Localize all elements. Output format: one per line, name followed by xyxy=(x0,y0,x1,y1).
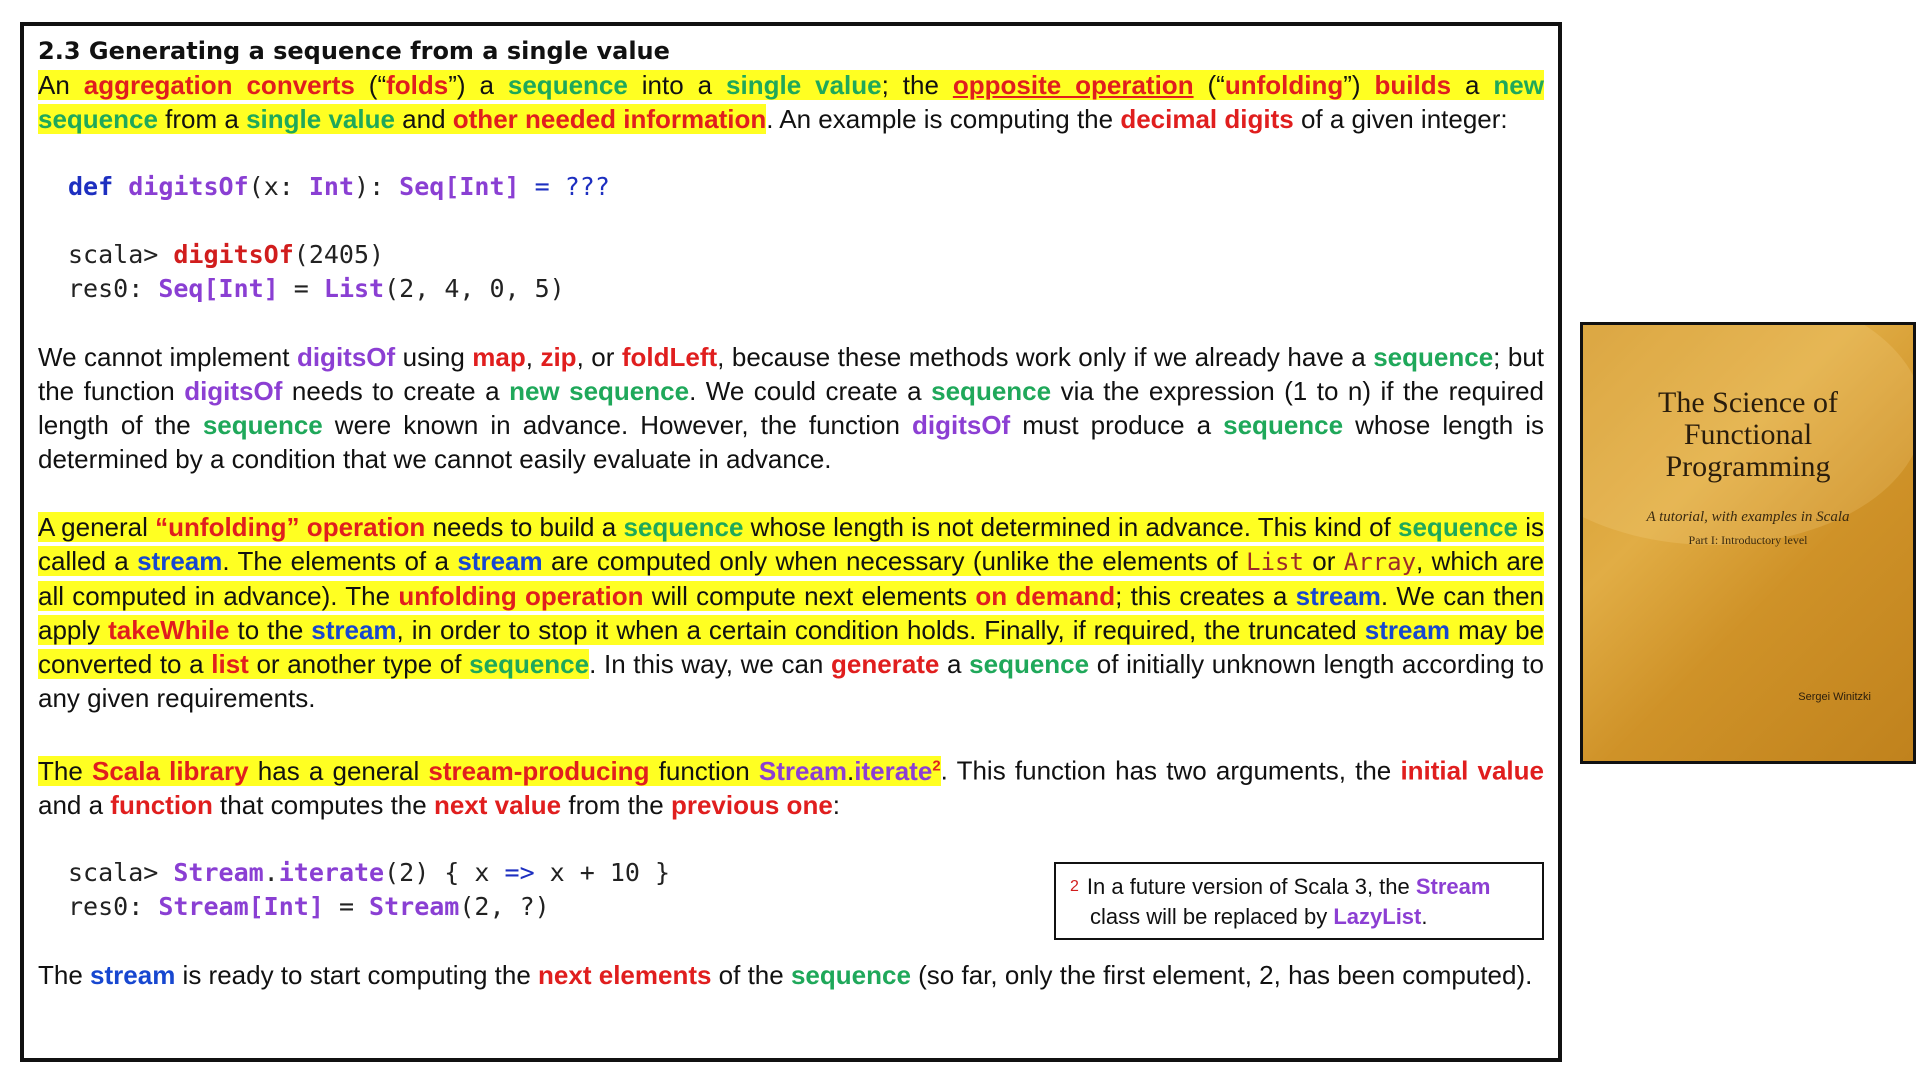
code-token: scala> xyxy=(68,857,174,887)
term: Stream xyxy=(758,755,848,786)
text: using xyxy=(395,342,473,372)
code-token: Stream xyxy=(173,857,264,887)
text: from the xyxy=(561,789,671,820)
term: unfolding operation xyxy=(398,581,644,611)
text: may be converted to a xyxy=(38,615,1545,679)
text: were known in advance. However, the function xyxy=(322,410,912,440)
code-token: Int xyxy=(308,172,355,201)
text: to the xyxy=(229,615,312,645)
code-term: Array xyxy=(1343,548,1417,576)
term: aggregation converts xyxy=(83,70,355,100)
term: zip xyxy=(540,342,577,372)
code-token: (2405) xyxy=(293,240,385,269)
term: LazyList xyxy=(1333,904,1422,929)
term: stream xyxy=(90,959,176,990)
spacer xyxy=(38,715,1544,749)
book-title-line: Programming xyxy=(1665,450,1831,483)
text: will compute next elements xyxy=(643,581,976,611)
code-token: (x: xyxy=(248,172,309,201)
term: on demand xyxy=(975,581,1116,611)
highlight-span xyxy=(38,756,941,786)
term: sequence xyxy=(1223,410,1344,440)
text: , because these methods work only if we already have a xyxy=(717,342,1374,372)
spacer xyxy=(38,822,1544,856)
term: “unfolding” operation xyxy=(155,512,426,542)
term: digitsOf xyxy=(296,342,396,372)
footnote-number: 2 xyxy=(1070,878,1079,895)
term: new sequence xyxy=(509,376,690,406)
term: foldLeft xyxy=(621,342,718,372)
text: . An example is computing the xyxy=(766,104,1121,134)
book-subtitle: A tutorial, with examples in Scala xyxy=(1646,509,1850,525)
term: single value xyxy=(726,70,882,100)
book-title-line: The Science of xyxy=(1658,386,1838,419)
text: or another type of xyxy=(248,649,470,679)
term: digitsOf xyxy=(911,410,1011,440)
term: next value xyxy=(433,789,562,820)
text: , xyxy=(525,342,541,372)
paragraph-intro xyxy=(38,68,1544,136)
term: function xyxy=(110,789,213,820)
text: . xyxy=(847,755,855,786)
term: generate xyxy=(831,649,940,679)
text: , in order to stop it when a certain condition holds. Finally, if required, the truncated xyxy=(396,615,1365,645)
text: is called a xyxy=(38,512,1544,576)
code-token: x + 10 } xyxy=(534,857,671,887)
term: sequence xyxy=(969,649,1090,679)
text: (so far, only the first element, 2, has been computed). xyxy=(910,959,1533,990)
text: and xyxy=(394,104,453,134)
text: A general xyxy=(38,512,156,542)
code-signature xyxy=(68,170,1544,204)
text: (“ xyxy=(1193,70,1225,100)
text: In a future version of Scala 3, the xyxy=(1086,874,1416,899)
spacer xyxy=(38,204,1544,238)
code-token: Stream xyxy=(369,891,460,921)
term: sequence xyxy=(931,376,1052,406)
term: stream xyxy=(1364,615,1451,645)
code-token: iterate xyxy=(278,857,385,887)
term: stream xyxy=(311,615,397,645)
term: stream xyxy=(1295,581,1381,611)
term: Scala library xyxy=(91,755,249,786)
term: new sequence xyxy=(38,70,1544,134)
term: initial value xyxy=(1400,755,1544,786)
term: digitsOf xyxy=(184,376,283,406)
book-title xyxy=(1583,387,1913,483)
text: of a given integer: xyxy=(1293,104,1508,134)
text: ”) a xyxy=(448,70,508,100)
text: into a xyxy=(627,70,727,100)
paragraph-conclusion xyxy=(38,958,1544,992)
term: sequence xyxy=(469,649,590,679)
text: . This function has two arguments, the xyxy=(940,755,1401,786)
code-token: Stream[Int] xyxy=(158,891,324,921)
term: previous one xyxy=(670,789,833,820)
book-title-line: Functional xyxy=(1683,418,1813,451)
text: is ready to start computing the xyxy=(175,959,539,990)
code-token: ): xyxy=(354,172,400,201)
text: , which are all computed in advance). The xyxy=(38,546,1544,611)
code-token: Seq[Int] xyxy=(158,274,279,303)
text: whose length is not determined in advance. This kind of xyxy=(743,512,1399,542)
term: stream-producing xyxy=(428,755,650,786)
code-token: scala> xyxy=(68,240,174,269)
book-cover xyxy=(1580,322,1916,764)
code-repl-result xyxy=(68,272,1544,306)
term: single value xyxy=(246,104,395,134)
code-token: res0: xyxy=(68,274,159,303)
term: stream xyxy=(137,546,223,576)
text: An xyxy=(38,70,84,100)
term: next elements xyxy=(538,959,712,990)
text: ; but the function xyxy=(38,342,1544,406)
term: list xyxy=(211,649,249,679)
code-token: => xyxy=(504,857,535,887)
text: has a general xyxy=(248,755,429,786)
text: from a xyxy=(157,104,247,134)
text: via the expression (1 to n) if the required length of the xyxy=(38,376,1545,440)
text: . The elements of a xyxy=(222,546,458,576)
text: are computed only when necessary (unlike the elements of xyxy=(542,546,1247,576)
code-repl-call xyxy=(68,238,1544,272)
code-token: = xyxy=(278,274,324,303)
spacer xyxy=(38,306,1544,340)
text: a xyxy=(1451,70,1494,100)
text: needs to create a xyxy=(282,376,510,406)
term: Stream xyxy=(1415,874,1491,899)
text: (“ xyxy=(354,70,387,100)
text: . xyxy=(1421,904,1428,929)
text: and a xyxy=(38,789,111,820)
text: . In this way, we can xyxy=(589,649,832,679)
text: : xyxy=(832,789,841,820)
term: opposite operation xyxy=(952,70,1194,100)
text: function xyxy=(649,755,759,786)
text: . We could create a xyxy=(689,376,932,406)
term: sequence xyxy=(507,70,628,100)
text: or xyxy=(1303,546,1344,576)
book-author: Sergei Winitzki xyxy=(1798,691,1871,703)
code-token: List xyxy=(323,274,385,303)
term: unfolding xyxy=(1224,70,1344,100)
text: of initially unknown length according to any given requirements. xyxy=(38,649,1544,713)
text: ”) xyxy=(1343,70,1375,100)
text: , or xyxy=(576,342,622,372)
term: sequence xyxy=(790,959,911,990)
code-token: = xyxy=(323,891,370,921)
text: The xyxy=(38,959,91,990)
text: a xyxy=(939,649,970,679)
code-token: (2, ?) xyxy=(459,891,550,921)
term: map xyxy=(472,342,526,372)
text: ; the xyxy=(881,70,953,100)
code-token: Seq[Int] xyxy=(399,172,520,201)
paragraph-unfolding xyxy=(38,510,1544,715)
term: sequence xyxy=(623,512,744,542)
spacer xyxy=(38,136,1544,170)
text: . We can then apply xyxy=(38,581,1545,645)
term: decimal digits xyxy=(1120,104,1294,134)
text: ; this creates a xyxy=(1115,581,1296,611)
code-token: res0: xyxy=(68,891,159,921)
text: of the xyxy=(711,959,791,990)
term: stream xyxy=(457,546,543,576)
text: whose length is determined by a condition that we cannot easily evaluate in advance. xyxy=(38,410,1544,474)
paragraph-limitation xyxy=(38,340,1544,476)
text: We cannot implement xyxy=(38,342,297,372)
text: The xyxy=(38,755,92,786)
term: builds xyxy=(1374,70,1452,100)
text: that computes the xyxy=(212,789,434,820)
spacer xyxy=(38,476,1544,510)
term: sequence xyxy=(1398,512,1518,542)
code-token: = ??? xyxy=(519,172,610,201)
text: class will be replaced by xyxy=(1090,904,1334,929)
paragraph-iterate xyxy=(38,749,1544,822)
code-token: digitsOf xyxy=(128,172,249,201)
term: sequence xyxy=(202,410,323,440)
section-heading: 2.3 Generating a sequence from a single value xyxy=(38,37,670,65)
term: other needed information xyxy=(452,104,767,134)
term: iterate xyxy=(854,755,933,786)
text: must produce a xyxy=(1010,410,1224,440)
code-token: . xyxy=(263,857,279,887)
term: folds xyxy=(386,70,449,100)
code-token: (2, 4, 0, 5) xyxy=(384,274,565,303)
term: sequence xyxy=(1373,342,1494,372)
code-token: digitsOf xyxy=(173,240,294,269)
code-term: List xyxy=(1246,548,1304,576)
code-token: (2) { x xyxy=(384,857,505,887)
code-token: def xyxy=(68,172,114,201)
text: needs to build a xyxy=(425,512,624,542)
footnote-box xyxy=(1054,862,1544,940)
book-part: Part I: Introductory level xyxy=(1688,533,1808,547)
term: takeWhile xyxy=(108,615,230,645)
footnote-ref: 2 xyxy=(932,757,941,774)
